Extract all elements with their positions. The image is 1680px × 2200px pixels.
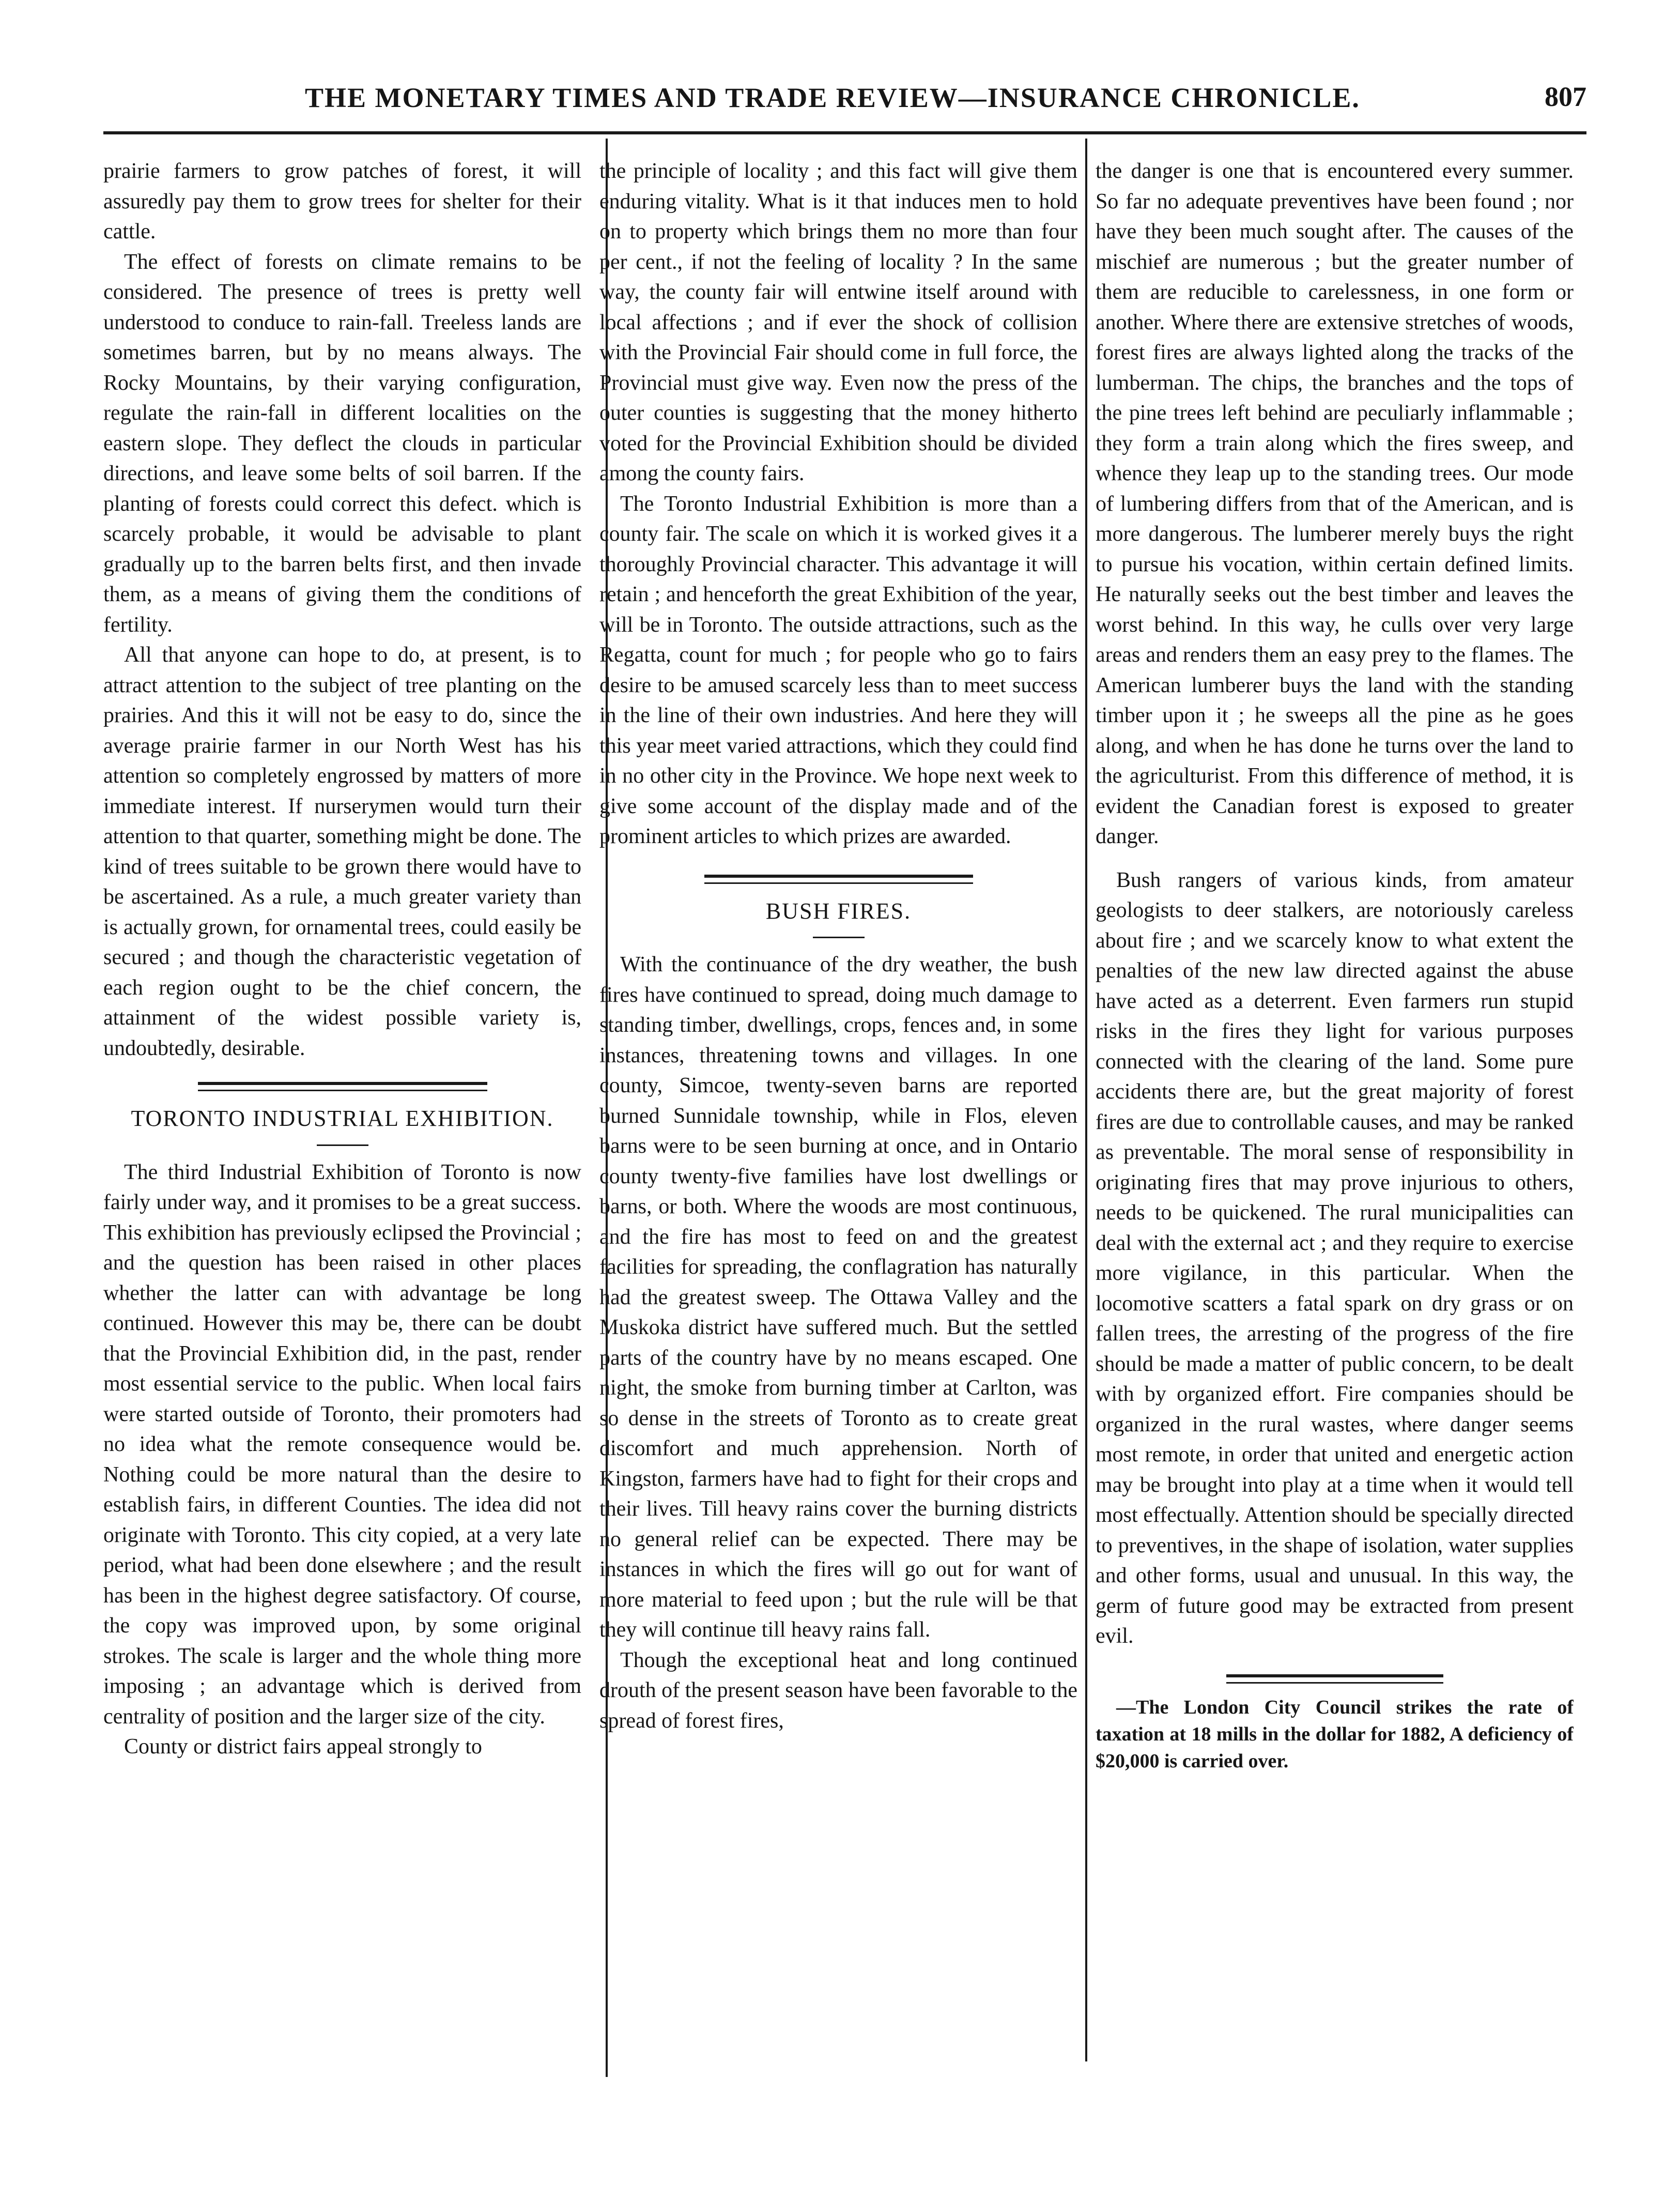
column-3 [1096, 156, 1574, 2079]
note-separator [1226, 1674, 1443, 1684]
article-separator [198, 1082, 487, 1091]
exhibition-paragraph: The Toronto Industrial Exhibition is more than a county fair. The scale on which it is worked gives it a thoroughly Provincial character. This advantage it will retain ; and henceforth the great Exhibition of the year, will be in Toronto. The outside attractions, such as the Regatta, count for much ; for people who go to fairs desire to be amused scarcely less than to meet success in the line of their own industries. And here they will this year meet varied attractions, which they could find in no other city in the Province. We hope next week to give some account of the display made and of the prominent articles to which prizes are awarded. [599, 492, 1077, 848]
page-number: 807 [1545, 81, 1586, 112]
title-rule [317, 1144, 368, 1146]
exhibition-paragraph: The third Industrial Exhibition of Toronto is now fairly under way, and it promises to be a great success. This exhibition has previously eclipsed the Provincial ; and the question has been raised in other places whether the latter can with advantage be long continued. However this may be, there can be doubt that the Provincial Exhibition did, in the past, render most essential service to the public. When local fairs were started outside of Toronto, their promoters had no idea what the remote consequence would be. Nothing could be more natural than the desire to establish fairs, in different Counties. The idea did not originate with Toronto. This city copied, at a very late period, what had been done elsewhere ; and the result has been in the highest degree satisfactory. Of course, the copy was improved upon, by some original strokes. The scale is larger and the whole thing more imposing ; an advantage which is derived from centrality of position and the larger size of the city. [103, 1160, 581, 1729]
article-separator [704, 875, 973, 884]
fires-paragraph: Though the exceptional heat and long continued drouth of the present season have been favorable to the spread of forest fires, [599, 1648, 1077, 1733]
fires-paragraph: Bush rangers of various kinds, from amateur geologists to deer stalkers, are notoriously careless about fire ; and we scarcely know to what extent the penalties of the new law directed against the abuse have acted as a deterrent. Even farmers run stupid risks in the fires they light for various purposes connected with the clearing of the land. Some pure accidents there are, but the great majority of forest fires are due to controllable causes, and may be ranked as preventable. The moral sense of responsibility in originating fires that may prove injurious to others, needs to be quickened. The rural municipalities can deal with the external act ; and they require to exercise more vigilance, in this particular. When the locomotive scatters a fatal spark on dry grass or on fallen trees, the arresting of the progress of the fire should be made a matter of public concern, to be dealt with by organized effort. Fire companies should be organized in the rural wastes, where danger seems most remote, in order that united and energetic action may be brought into play at a time when it would tell most effectually. Attention should be specially directed to preventives, in the shape of isolation, water supplies and other forms, usual and unusual. In this way, the germ of future good may be extracted from present evil. [1096, 868, 1574, 1648]
column-2-content [599, 156, 1077, 2079]
fires-paragraph: the danger is one that is encountered every summer. So far no adequate preventives have been found ; nor have they been much sought after. The causes of the mischief are numerous ; but the greater number of them are reducible to carelessness, in one form or another. Where there are extensive stretches of woods, forest fires are always lighted along the tracks of the lumberman. The chips, the branches and the tops of the pine trees left behind are peculiarly inflammable ; they form a train along which the fires sweep, and whence they leap up to the standing trees. Our mode of lumbering differs from that of the American, and is more dangerous. The lumberer merely buys the right to pursue his vocation, within certain defined limits. He naturally seeks out the best timber and leaves the worst behind. In this way, he culls over very large areas and renders them an easy prey to the flames. The American lumberer buys the land with the standing timber upon it ; he sweeps all the pine as he goes along, and when he has done he turns over the land to the agriculturist. From this difference of method, it is evident the Canadian forest is exposed to greater danger. [1096, 159, 1574, 848]
exhibition-paragraph: County or district fairs appeal strongly to [124, 1735, 482, 1759]
header-rule [103, 131, 1586, 134]
forestry-paragraph: The effect of forests on climate remains to be considered. The presence of trees is pretty well understood to conduce to rain-fall. Treeless lands are sometimes barren, but by no means always. The Rocky Mountains, by their varying configuration, regulate the rain-fall in different localities on the eastern slope. They deflect the clouds in particular directions, and leave some belts of soil barren. If the planting of forests could correct this defect. which is scarcely probable, it would be advisable to plant gradually up to the barren belts first, and then invade them, as a means of giving them the conditions of fertility. [103, 250, 581, 637]
fires-paragraph: With the continuance of the dry weather, the bush fires have continued to spread, doing much damage to standing timber, dwellings, crops, fences and, in some instances, threatening towns and villages. In one county, Simcoe, twenty-seven barns are reported burned Sunnidale township, while in Flos, eleven barns were to be seen burning at once, and in Ontario county twenty-five families have lost dwellings or barns, or both. Where the woods are most continuous, and the fire has most to feed on and the greatest facilities for spreading, the conflagration has naturally had the greatest sweep. The Ottawa Valley and the Muskoka district have suffered much. But the settled parts of the country have by no means escaped. One night, the smoke from burning timber at Carlton, was so dense in the streets of Toronto as to create great discomfort and much apprehension. North of Kingston, farmers have had to fight for their crops and their lives. Till heavy rains cover the burning districts no general relief can be expected. There may be instances in which the fires will go out for want of more material to feed upon ; but the rule will be that they will continue till heavy rains fall. [599, 953, 1077, 1642]
title-rule [813, 937, 865, 938]
running-title: THE MONETARY TIMES AND TRADE REVIEW—INSURANCE CHRONICLE. [305, 82, 1360, 113]
article-title-toronto-exhibition: TORONTO INDUSTRIAL EXHIBITION. [131, 1106, 554, 1131]
forestry-paragraph: prairie farmers to grow patches of forest, it will assuredly pay them to grow trees for shelter for their cattle. [103, 159, 581, 243]
article-title-bush-fires: BUSH FIRES. [765, 898, 912, 924]
page-header [103, 78, 1586, 124]
column-1 [103, 156, 581, 2079]
council-note: —The London City Council strikes the rate of taxation at 18 mills in the dollar for 1882, A deficiency of $20,000 is carried over. [1096, 1696, 1574, 1772]
forestry-paragraph: All that anyone can hope to do, at present, is to attract attention to the subject of tree planting on the prairies. And this it will not be easy to do, since the average prairie farmer in our North West has his attention so completely engrossed by matters of more immediate interest. If nurserymen would turn their attention to that quarter, something might be done. The kind of trees suitable to be grown there would have to be ascertained. As a rule, a much greater variety than is actually grown, for ornamental trees, could easily be secured ; and though the characteristic vegetation of each region ought to be the chief concern, the attainment of the widest possible variety is, undoubtedly, desirable. [103, 643, 581, 1060]
column-divider-2 [1085, 139, 1087, 2061]
exhibition-paragraph: the principle of locality ; and this fact will give them enduring vitality. What is it that induces men to hold on to property which brings them no more than four per cent., if not the feeling of locality ? In the same way, the county fair will entwine itself around with local affections ; and if ever the shock of collision with the Provincial Fair should come in full force, the Provincial must give way. Even now the press of the outer counties is suggesting that the money hitherto voted for the Provincial Exhibition should be divided among the county fairs. [599, 159, 1077, 485]
